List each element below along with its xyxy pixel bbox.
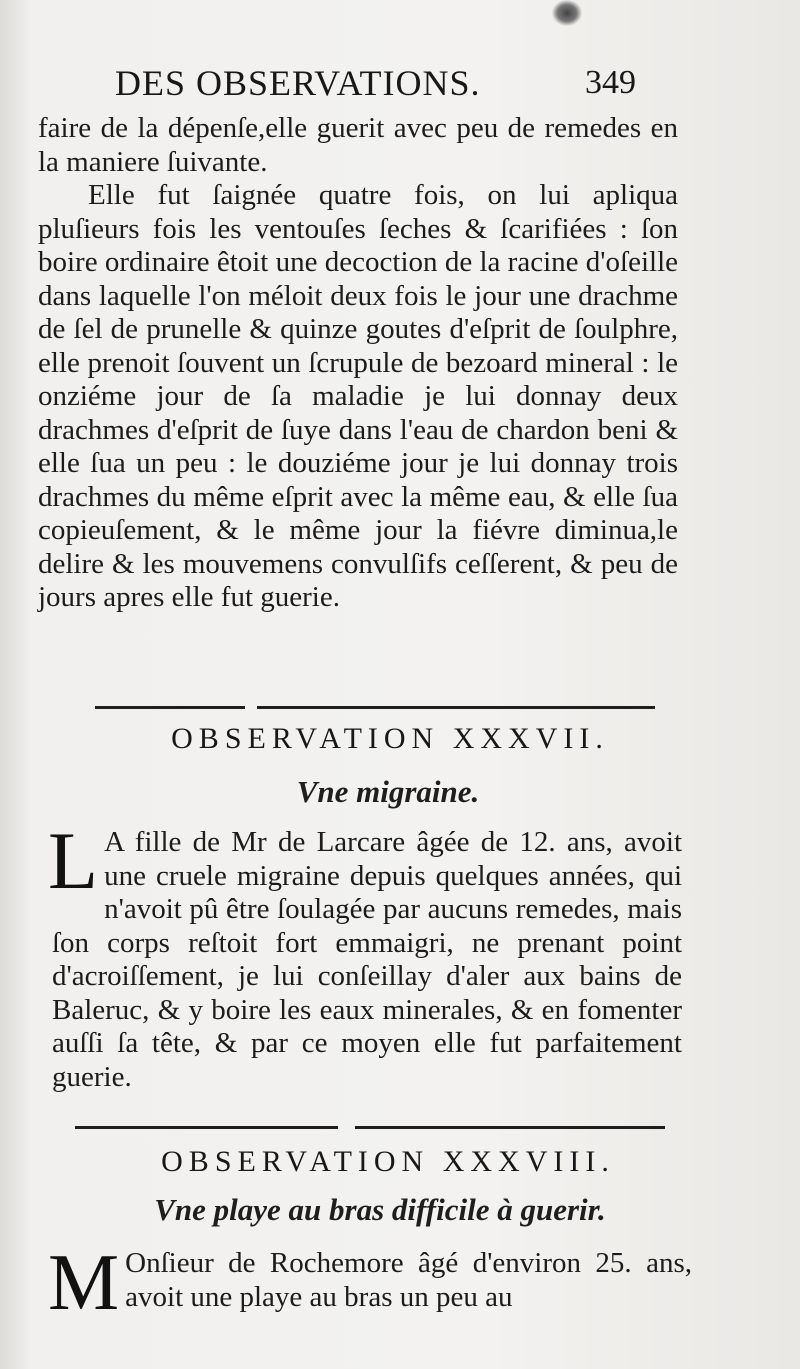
page-number: 349 xyxy=(585,64,636,101)
treatment-paragraph: Elle fut ſaignée quatre fois, on lui apliqua pluſieurs fois les ventouſes ſeches & ſcarifiées : ſon boire ordinaire êtoit une decoction de la racine d'oſeille dans laquelle l'on méloit deux fois le jour une drachme de ſel de prunelle & quinze goutes d'eſprit de ſoulphre, elle prenoit ſouvent un ſcrupule de bezoard mineral : le onziéme jour de ſa maladie je lui donnay deux drachmes d'eſprit de ſuye dans l'eau de chardon beni & elle ſua un peu : le douziéme jour je lui donnay trois drachmes du même eſprit avec la même eau, & elle ſua copieuſement, & le même jour la fiévre diminua,le delire & les mouvemens convulſifs ceſſerent, & peu de jours apres elle fut guerie. xyxy=(38,179,678,613)
ink-blot xyxy=(552,0,582,26)
observation-subtitle: Vne playe au bras difficile à guerir. xyxy=(154,1192,606,1227)
drop-cap: L xyxy=(48,815,99,906)
text-block xyxy=(38,112,678,615)
observation-heading: OBSERVATION XXXVIII. xyxy=(161,1145,615,1178)
observation-paragraph xyxy=(48,1239,692,1327)
section-rule xyxy=(355,1126,665,1129)
observation-text: A fille de Mr de Larcare âgée de 12. ans, avoit une cruele migraine depuis quelques années, qui n'avoit pû être ſoulagée par aucuns remedes, mais ſon corps reſtoit fort emmaigri, ne prenant point d'acroiſſement, je lui conſeillay d'aler aux bains de Baleruc, & y boire les eaux minerales, & en fomenter auſſi ſa tête, & par ce moyen elle fut parfaitement guerie. xyxy=(52,826,682,1093)
section-rule xyxy=(75,1126,338,1129)
section-rule xyxy=(257,706,655,709)
observation-subtitle: Vne migraine. xyxy=(296,774,480,809)
drop-cap: M xyxy=(48,1239,120,1327)
running-head-title: DES OBSERVATIONS. xyxy=(115,63,481,103)
observation-text: Onſieur de Rochemore âgé d'environ 25. ans, avoit une playe au bras un peu au xyxy=(125,1247,692,1313)
continuation-paragraph: faire de la dépenſe,elle guerit avec peu de remedes en la maniere ſuivante. xyxy=(38,112,678,178)
running-head xyxy=(0,62,800,112)
section-rule xyxy=(95,706,245,709)
observation-heading: OBSERVATION XXXVII. xyxy=(171,722,609,755)
observation-paragraph xyxy=(48,815,682,1094)
